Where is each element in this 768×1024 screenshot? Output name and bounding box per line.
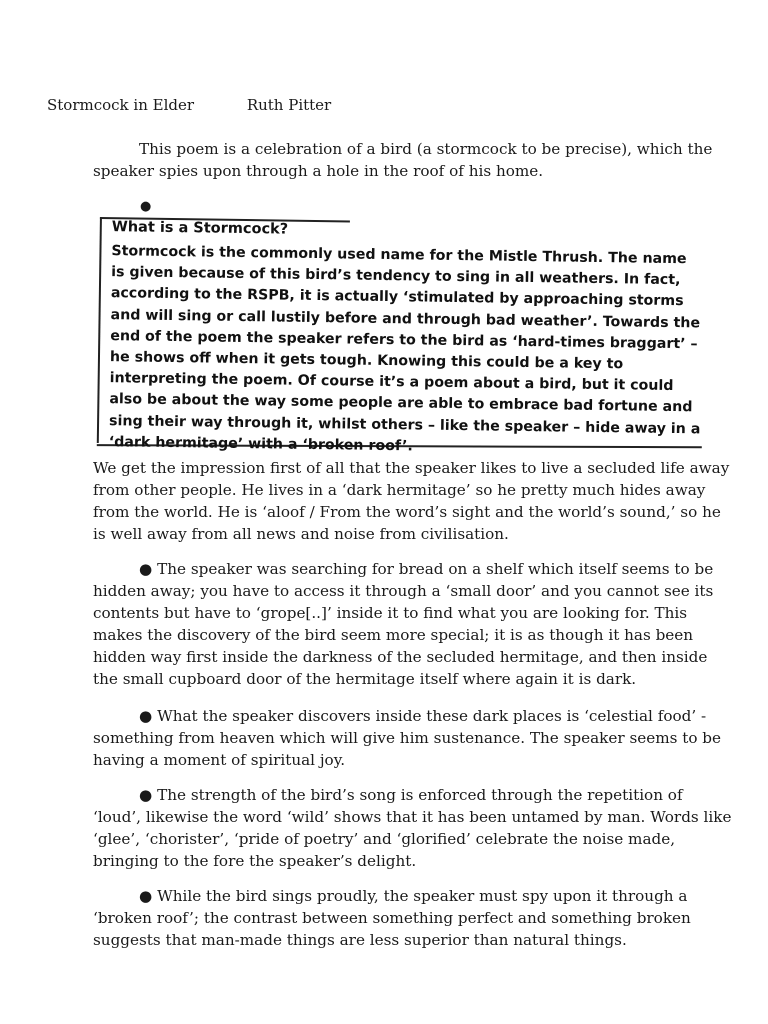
bullet-text: What the speaker discovers inside these dark places is ‘celestial food’ - something from heaven which will give him sustenance. The speaker seems to be having a moment of spiritual joy.: [93, 707, 722, 769]
bullet-item: [93, 705, 733, 771]
bullet-text: The strength of the bird’s song is enforced through the repetition of ‘loud’, likewise the word ‘wild’ shows that it has been untamed by man. Words like ‘glee’, ‘chorister’, ‘pride of poetry’ and ‘glorified’ celebrate the noise made, bringing to the fore the speaker’s delight.: [93, 786, 732, 870]
bullet-marker: ●: [139, 887, 153, 905]
poem-author: Ruth Pitter: [246, 96, 332, 114]
bullet-marker: ●: [139, 560, 153, 578]
bullet-text: The speaker was searching for bread on a shelf which itself seems to be hidden away; you have to access it through a ‘small door’ and you cannot see its contents but have to ‘grope[..]’ inside it to find what you are looking for. This makes the discovery of the bird seem more special; it is as though it has been hidden way first inside the darkness of the secluded hermitage, and then inside the small cupboard door of the hermitage itself where again it is dark.: [93, 560, 714, 688]
bullet-marker: ●: [139, 707, 153, 725]
poem-title: Stormcock in Elder: [47, 96, 195, 114]
bullet-item: [93, 885, 733, 951]
box-border-left: [97, 217, 102, 443]
info-box-title: What is a Stormcock?: [111, 219, 289, 238]
bullet-item: [93, 558, 733, 690]
bullet-text: While the bird sings proudly, the speaker must spy upon it through a ‘broken roof’; the contrast between something perfect and something broken suggests that man-made things are less superior than natural things.: [93, 887, 691, 949]
info-box-body: Stormcock is the commonly used name for the Mistle Thrush. The name is given because of this bird’s tendency to sing in all weathers. In fact, according to the RSPB, it is actually ‘stimulated by approaching storms and will sing or call lustily before and through bad weather’. Towards the end of the poem the speaker refers to the bird as ‘hard-times braggart’ – he shows off when it gets tough. Knowing this could be a key to interpreting the poem. Of course it’s a poem about a bird, but it could also be about the way some people are able to embrace bad fortune and sing their way through it, whilst others – like the speaker – hide away in a ‘dark hermitage’ with a ‘broken roof’.: [108, 243, 701, 455]
bullet-marker: ●: [139, 786, 153, 804]
analysis-paragraph: We get the impression first of all that the speaker likes to live a secluded life away from other people. He lives in a ‘dark hermitage’ so he pretty much hides away from the world. He is ‘aloof / From the word’s sight and the world’s sound,’ so he is well away from all news and noise from civilisation.: [93, 459, 730, 543]
bullet-item: [93, 784, 733, 872]
document-heading: [47, 96, 331, 114]
bullet-marker: ●: [140, 199, 152, 214]
stormcock-info-box: [97, 213, 708, 455]
intro-paragraph: This poem is a celebration of a bird (a stormcock to be precise), which the speaker spies upon through a hole in the roof of his home.: [93, 140, 713, 180]
